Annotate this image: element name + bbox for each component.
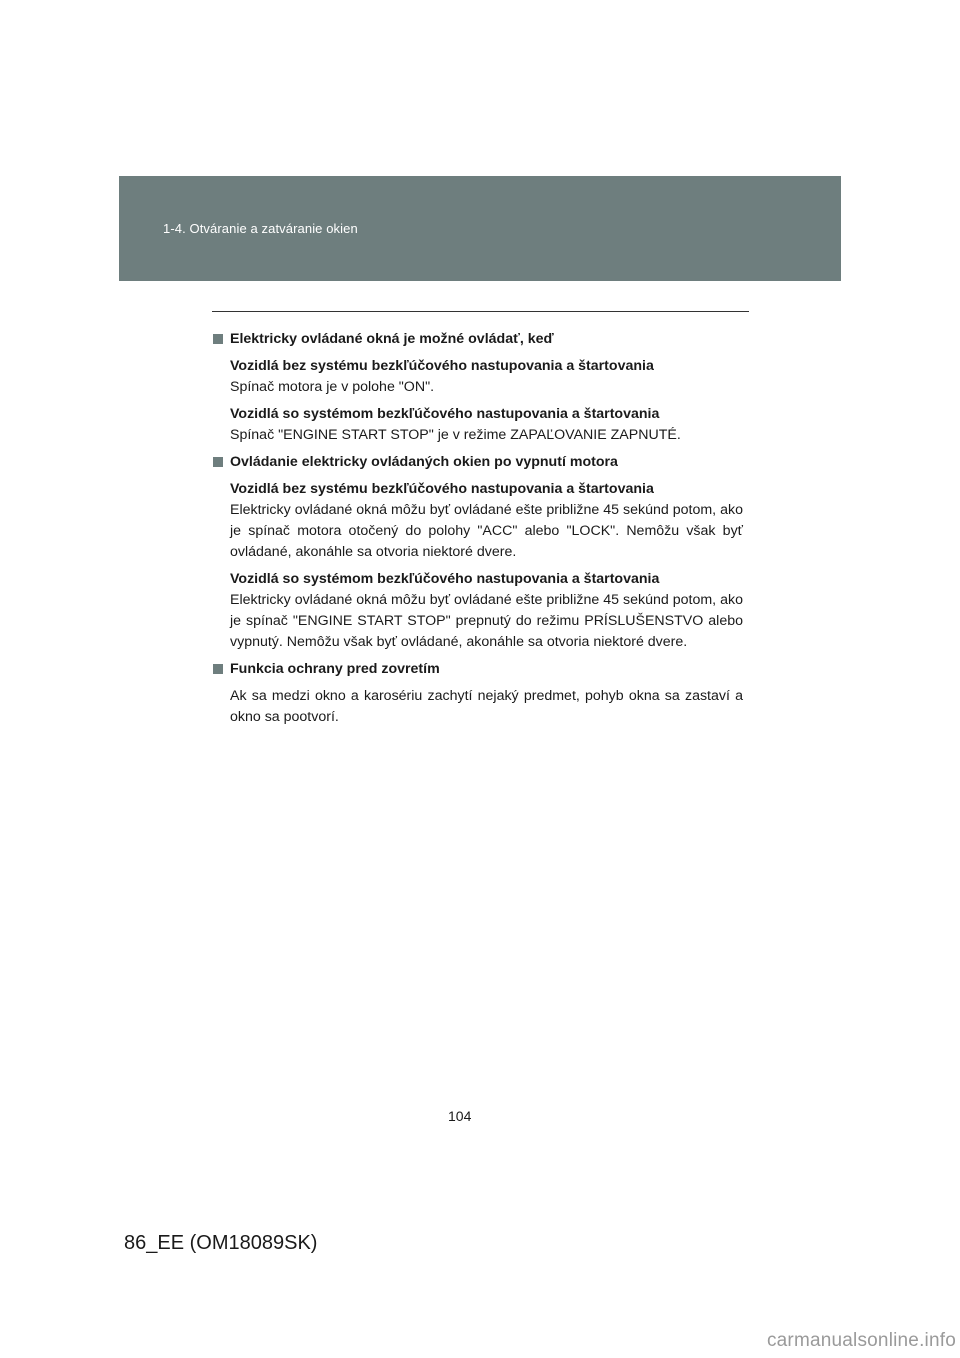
content-block xyxy=(213,479,743,563)
section-heading: Ovládanie elektricky ovládaných okien po vypnutí motora xyxy=(213,452,743,473)
section-heading: Elektricky ovládané okná je možné ovládať, keď xyxy=(213,329,743,350)
page-number: 104 xyxy=(448,1108,472,1124)
subheading: Vozidlá so systémom bezkľúčového nastupovania a štartovania xyxy=(230,571,660,587)
square-bullet-icon xyxy=(213,457,223,467)
paragraph: Ak sa medzi okno a karosériu zachytí nejaký predmet, pohyb okna sa zastaví a okno sa pootvorí. xyxy=(230,688,743,725)
section-heading: Funkcia ochrany pred zovretím xyxy=(213,659,743,680)
content-block xyxy=(213,569,743,653)
divider-rule xyxy=(212,311,749,312)
subheading: Vozidlá bez systému bezkľúčového nastupovania a štartovania xyxy=(230,358,654,374)
section-title: 1-4. Otváranie a zatváranie okien xyxy=(163,221,358,236)
paragraph: Elektricky ovládané okná môžu byť ovládané ešte približne 45 sekúnd potom, ako je spínač motora otočený do polohy "ACC" alebo "LOCK". Nemôžu však byť ovládané, akonáhle sa otvoria niektoré dvere. xyxy=(230,502,743,560)
content-block xyxy=(213,356,743,398)
subheading: Vozidlá bez systému bezkľúčového nastupovania a štartovania xyxy=(230,481,654,497)
watermark: carmanualsonline.info xyxy=(766,1330,956,1351)
content-block xyxy=(213,686,743,728)
paragraph: Spínač motora je v polohe "ON". xyxy=(230,379,435,395)
content-area xyxy=(213,329,743,734)
content-block xyxy=(213,404,743,446)
square-bullet-icon xyxy=(213,664,223,674)
paragraph: Spínač "ENGINE START STOP" je v režime ZAPAĽOVANIE ZAPNUTÉ. xyxy=(230,427,681,443)
document-code: 86_EE (OM18089SK) xyxy=(124,1232,318,1254)
paragraph: Elektricky ovládané okná môžu byť ovládané ešte približne 45 sekúnd potom, ako je spínač "ENGINE START STOP" prepnutý do režimu PRÍSLUŠENSTVO alebo vypnutý. Nemôžu však byť ovládané, akonáhle sa otvoria niektoré dvere. xyxy=(230,592,743,650)
subheading: Vozidlá so systémom bezkľúčového nastupovania a štartovania xyxy=(230,406,660,422)
square-bullet-icon xyxy=(213,334,223,344)
